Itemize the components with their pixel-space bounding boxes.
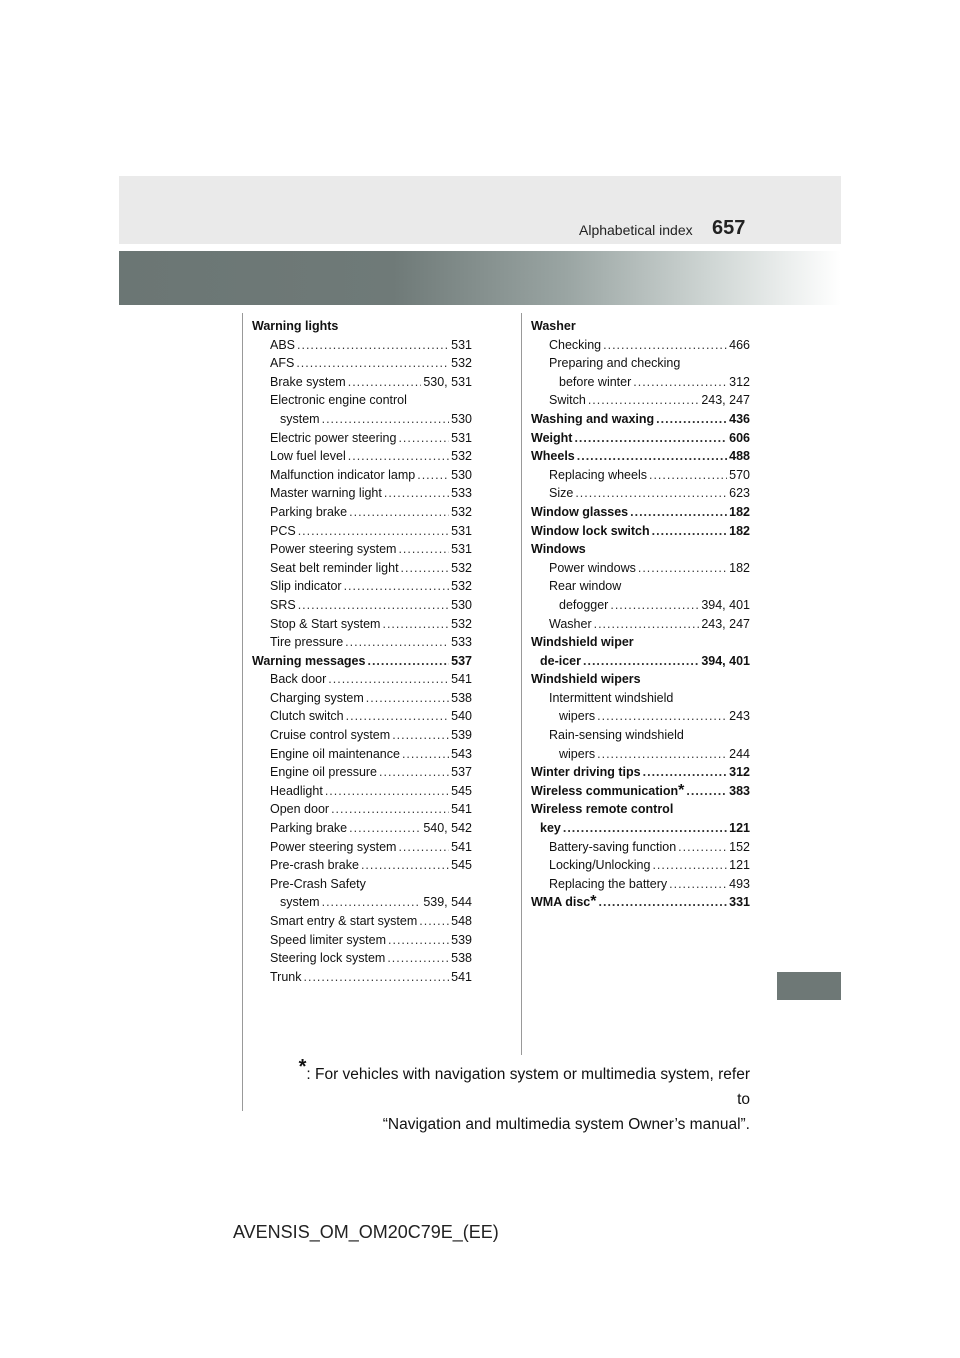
dot-leader [417,466,449,485]
index-label: Wireless communication [531,783,679,798]
page-reference: 531 [451,430,472,445]
index-label: Engine oil maintenance [270,746,400,761]
index-entry [252,782,472,801]
index-label: Charging system [270,690,364,705]
page-reference: 570 [729,467,750,482]
dot-leader [574,429,727,448]
dot-leader [630,503,727,522]
index-label: Power steering system [270,542,397,557]
page-reference: 312 [729,765,750,780]
index-entry [252,429,472,448]
dot-leader [686,782,727,801]
index-entry [252,949,472,968]
dot-leader [349,503,449,522]
dot-leader [345,633,449,652]
dot-leader [669,875,727,894]
page-reference: 532 [451,616,472,631]
page-reference: 532 [451,579,472,594]
index-subheading [252,391,472,410]
index-entry [252,763,472,782]
index-entry [252,819,472,838]
dot-leader [298,522,449,541]
index-label: Clutch switch [270,709,344,724]
page-reference: 548 [451,914,472,928]
page-reference: 243, 247 [701,616,750,631]
index-entry [531,484,750,503]
index-column-left [252,317,472,986]
page-reference: 539, 544 [423,895,472,910]
index-label: Power windows [549,560,636,575]
index-entry [252,726,472,745]
dot-leader [656,410,727,429]
index-entry [531,373,750,392]
page-reference: 530 [451,467,472,482]
index-label: Battery-saving function [549,839,677,854]
index-label: Back door [270,672,327,687]
index-label: wipers [559,709,596,724]
index-label: Pre-Crash Safety [270,876,366,891]
index-entry [252,652,472,671]
page-reference: 530 [451,411,472,426]
dot-leader [367,652,449,671]
index-entry [531,503,750,522]
page-reference: 121 [729,858,750,873]
index-label: Replacing the battery [549,876,668,891]
page-reference: 152 [729,839,750,854]
index-label: Cruise control system [270,728,391,743]
footnote-asterisk: * [298,1056,307,1078]
page-reference: 530 [451,597,472,612]
dot-leader [387,949,449,968]
page-reference: 532 [451,356,472,371]
index-label: Low fuel level [270,449,346,464]
index-label: Warning messages [252,653,366,668]
index-column-right [531,317,750,912]
dot-leader [575,484,727,503]
page-reference: 531 [451,542,472,557]
index-entry [531,856,750,875]
index-heading [531,670,750,689]
index-label: Master warning light [270,486,382,501]
index-entry [252,559,472,578]
page-reference: 182 [729,504,750,519]
index-label: Washing and waxing [531,411,655,426]
index-label: Steering lock system [270,951,386,966]
index-label: Checking [549,337,602,352]
index-label: Trunk [270,969,302,984]
index-label: ABS [270,337,296,352]
index-label: system [280,895,320,910]
index-entry [252,615,472,634]
index-heading [531,540,750,559]
page-reference: 121 [729,821,750,836]
index-label: Wheels [531,449,575,464]
index-entry [252,893,472,912]
index-label: Seat belt reminder light [270,560,399,575]
index-heading [531,633,750,652]
page-reference: 541 [451,839,472,854]
page-reference: 539 [451,728,472,743]
page-reference: 312 [729,374,750,389]
page-reference: 533 [451,635,472,650]
index-label: SRS [270,597,296,612]
dot-leader [348,373,422,392]
dot-leader [379,763,449,782]
page-reference: 545 [451,858,472,873]
index-label: Power steering system [270,839,397,854]
page-reference: 531 [451,523,472,538]
page-reference: 531 [451,337,472,352]
index-label: Windshield wiper [531,635,634,650]
index-label: Smart entry & start system [270,914,418,928]
section-title: Alphabetical index [579,222,693,238]
index-label: Speed limiter system [270,932,387,947]
page-reference: 537 [451,653,472,668]
index-entry [252,354,472,373]
index-entry: Wireless communication * ..... 383 [531,782,750,801]
page-reference: 394, 401 [701,653,750,668]
index-label: Rear window [549,579,622,594]
index-label: Electronic engine control [270,393,407,408]
footnote-line-1: *: For vehicles with navigation system or multimedia system, refer to [298,1056,750,1108]
index-entry [531,838,750,857]
index-entry [531,429,750,448]
index-entry [252,838,472,857]
index-entry [252,336,472,355]
index-label: Malfunction indicator lamp [270,467,416,482]
index-entry [252,707,472,726]
index-label: Washer [531,319,576,333]
index-label: de-icer [540,653,581,668]
dot-leader [652,856,727,875]
page-reference: 540, 542 [423,821,472,836]
index-entry [252,447,472,466]
index-label: wipers [559,746,596,761]
index-entry [531,707,750,726]
dot-leader [328,670,449,689]
index-entry [252,466,472,485]
index-entry [252,484,472,503]
dot-leader [298,596,449,615]
index-label: Open door [270,802,330,817]
index-entry [531,875,750,894]
dot-leader [304,968,450,987]
index-label: Window glasses [531,504,629,519]
dot-leader [594,615,700,634]
decorative-gradient-band [119,251,841,305]
page-reference: 532 [451,504,472,519]
dot-leader [401,559,450,578]
chapter-side-tab [777,972,841,1000]
index-heading [531,800,750,819]
index-entry [252,577,472,596]
index-entry [531,391,750,410]
index-entry [531,745,750,764]
page-reference: 606 [729,430,750,445]
index-entry [531,410,750,429]
page-reference: 538 [451,690,472,705]
page-reference: 537 [451,765,472,780]
index-entry [252,373,472,392]
index-label: Pre-crash brake [270,858,359,873]
index-label: AFS [270,356,295,371]
dot-leader [610,596,699,615]
dot-leader [643,763,728,782]
index-label: Window lock switch [531,523,650,538]
dot-leader [597,745,727,764]
index-entry [531,652,750,671]
dot-leader [588,391,700,410]
index-label: Wireless remote control [531,802,674,817]
page-reference: 541 [451,672,472,687]
page-reference: 538 [451,951,472,966]
dot-leader [322,410,450,429]
index-entry [531,336,750,355]
dot-leader [398,838,449,857]
dot-leader [419,912,449,931]
center-column-rule [521,313,522,1055]
index-label: Replacing wheels [549,467,647,482]
index-entry [252,410,472,429]
page-reference: 436 [729,411,750,426]
index-entry [252,931,472,950]
index-entry [252,856,472,875]
index-entry [252,745,472,764]
index-entry [531,522,750,541]
index-subheading [531,689,750,708]
index-entry [531,447,750,466]
dot-leader [398,429,449,448]
index-label: Parking brake [270,821,348,836]
index-label: Winter driving tips [531,765,641,780]
dot-leader [603,336,727,355]
page-reference: 545 [451,783,472,798]
index-entry [252,522,472,541]
page-reference: 543 [451,746,472,761]
index-label: Weight [531,430,573,445]
page-reference: 493 [729,876,750,891]
index-subheading [531,577,750,596]
index-label: before winter [559,374,632,389]
page-reference: 244 [729,746,750,761]
dot-leader [331,800,449,819]
index-subheading [531,726,750,745]
index-label: Size [549,486,574,501]
index-label: Rain-sensing windshield [549,728,684,743]
index-label: Brake system [270,374,346,389]
index-label: defogger [559,597,609,612]
dot-leader [388,931,449,950]
index-heading [252,317,472,336]
index-entry [252,670,472,689]
index-entry [531,559,750,578]
index-entry: WMA disc * ..... 331 [531,893,750,912]
index-label: Switch [549,393,586,408]
index-label: Windows [531,542,586,557]
dot-leader [382,615,449,634]
page-number: 657 [712,217,746,239]
footnote-line-2: “Navigation and multimedia system Owner’s manual”. [382,1116,750,1133]
dot-leader [678,838,727,857]
page-reference: 623 [729,486,750,501]
dot-leader [384,484,449,503]
page-reference: 541 [451,802,472,817]
index-entry [252,689,472,708]
index-label: key [540,821,561,836]
dot-leader [599,893,728,912]
left-column-rule [242,313,243,1111]
index-label: Windshield wipers [531,672,641,687]
index-label: Parking brake [270,504,348,519]
dot-leader [392,726,449,745]
page-reference: 532 [451,560,472,575]
dot-leader [322,893,422,912]
index-entry [252,968,472,987]
dot-leader [563,819,727,838]
dot-leader [297,336,449,355]
page-reference: 182 [729,560,750,575]
index-label: Tire pressure [270,635,344,650]
dot-leader [583,652,699,671]
page-reference: 182 [729,523,750,538]
index-label: WMA disc [531,895,591,910]
index-label: Stop & Start system [270,616,381,631]
index-label: PCS [270,523,296,538]
index-label: Preparing and checking [549,356,681,371]
index-entry [252,633,472,652]
index-subheading [531,354,750,373]
index-entry [531,466,750,485]
index-label: Electric power steering [270,430,397,445]
index-label: Warning lights [252,319,339,333]
dot-leader [597,707,727,726]
index-label: Intermittent windshield [549,690,674,705]
index-entry [252,596,472,615]
page-reference: 539 [451,932,472,947]
index-entry [252,800,472,819]
dot-leader [652,522,727,541]
index-entry [252,540,472,559]
page-reference: 243, 247 [701,393,750,408]
index-subheading [252,875,472,894]
index-entry [252,912,472,931]
dot-leader [344,577,450,596]
document-code: AVENSIS_OM_OM20C79E_(EE) [233,1222,499,1242]
index-entry [252,503,472,522]
page-reference: 243 [729,709,750,724]
dot-leader [349,819,421,838]
index-entry [531,615,750,634]
index-label: Slip indicator [270,579,342,594]
dot-leader [346,707,450,726]
page-reference: 331 [729,895,750,910]
dot-leader [402,745,449,764]
dot-leader [366,689,449,708]
page-reference: 540 [451,709,472,724]
index-label: system [280,411,320,426]
page-reference: 532 [451,449,472,464]
dot-leader [325,782,449,801]
page-reference: 541 [451,969,472,984]
index-label: Washer [549,616,592,631]
page-reference: 466 [729,337,750,352]
dot-leader [577,447,727,466]
dot-leader [638,559,727,578]
page-reference: 533 [451,486,472,501]
dot-leader [296,354,449,373]
page-reference: 530, 531 [423,374,472,389]
index-label: Locking/Unlocking [549,858,651,873]
index-label: Engine oil pressure [270,765,378,780]
dot-leader [633,373,727,392]
index-label: Headlight [270,783,323,798]
dot-leader [348,447,449,466]
page-reference: 394, 401 [701,597,750,612]
page-reference: 488 [729,449,750,464]
dot-leader [649,466,727,485]
dot-leader [398,540,449,559]
index-entry [531,763,750,782]
index-entry [531,819,750,838]
index-heading [531,317,750,336]
index-entry [531,596,750,615]
dot-leader [361,856,449,875]
footnote [282,1056,750,1137]
page-reference: 383 [729,783,750,798]
